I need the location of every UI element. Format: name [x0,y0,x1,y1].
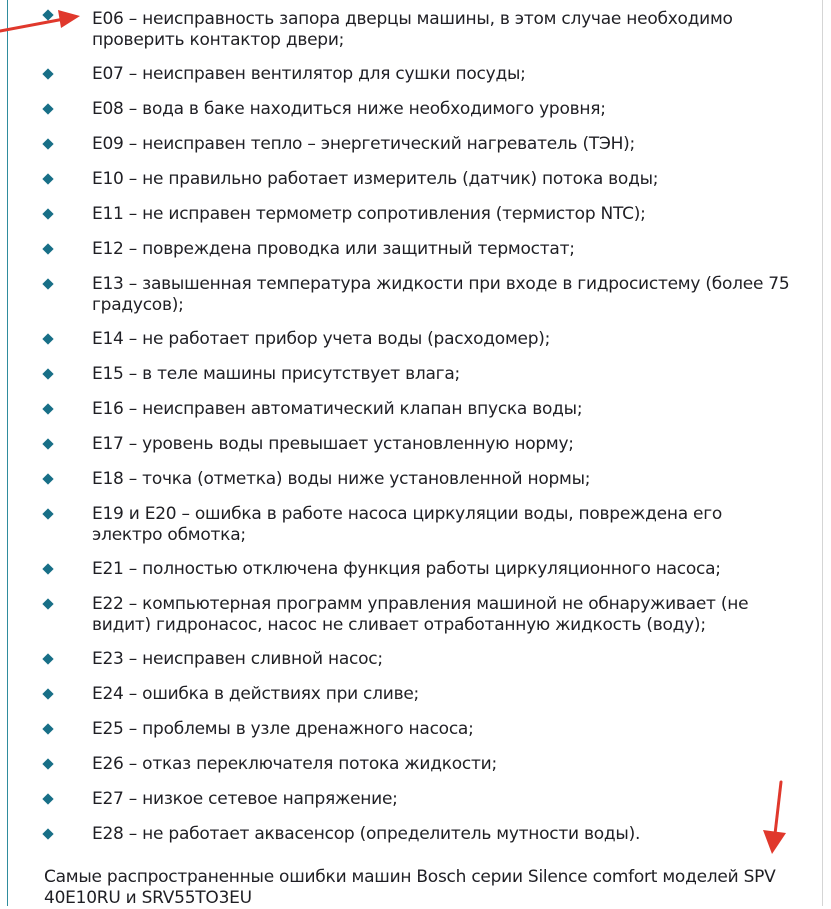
list-item-text: E10 – не правильно работает измеритель (датчик) потока воды; [92,169,659,189]
list-item-text: E22 – компьютерная программ управления машиной не обнаруживает (не видит) гидронасос, насос не сливает отработанную жидкость (воду); [92,594,749,635]
list-item-text: E27 – низкое сетевое напряжение; [92,789,398,809]
list-item-text: E09 – неисправен тепло – энергетический нагреватель (ТЭН); [92,134,636,154]
list-item-text: E06 – неисправность запора дверцы машины, в этом случае необходимо проверить контактор двери; [92,9,733,50]
list-item-text: E14 – не работает прибор учета воды (расходомер); [92,329,551,349]
list-item-text: E23 – неисправен сливной насос; [92,649,383,669]
list-item-text: E18 – точка (отметка) воды ниже установленной нормы; [92,469,591,489]
arrow-to-e06-icon [0,10,80,31]
list-item-text: E24 – ошибка в действиях при сливе; [92,684,420,704]
list-item-text: E25 – проблемы в узле дренажного насоса; [92,719,474,739]
list-item-text: E15 – в теле машины присутствует влага; [92,364,460,384]
list-item-text: E08 – вода в баке находиться ниже необходимого уровня; [92,99,606,119]
models-heading: Самые распространенные ошибки машин Bosch серии Silence comfort моделей SPV 40E10RU и SRV55TO3EU [44,867,776,908]
list-item-text: E28 – не работает аквасенсор (определитель мутности воды). [92,824,641,844]
list-item-text: E07 – неисправен вентилятор для сушки посуды; [92,64,526,84]
list-item-text: E19 и E20 – ошибка в работе насоса циркуляции воды, повреждена его электро обмотка; [92,504,723,545]
list-item-text: E13 – завышенная температура жидкости при входе в гидросистему (более 75 градусов); [92,274,790,315]
list-item-text: E17 – уровень воды превышает установленную норму; [92,434,574,454]
list-item-text: E11 – не исправен термометр сопротивления (термистор NTC); [92,204,646,224]
arrow-down-icon [763,782,786,854]
list-item-text: E12 – повреждена проводка или защитный термостат; [92,239,575,259]
list-item-text: E26 – отказ переключателя потока жидкости; [92,754,497,774]
list-item-text: E16 – неисправен автоматический клапан впуска воды; [92,399,583,419]
list-item-text: E21 – полностью отключена функция работы циркуляционного насоса; [92,559,721,579]
